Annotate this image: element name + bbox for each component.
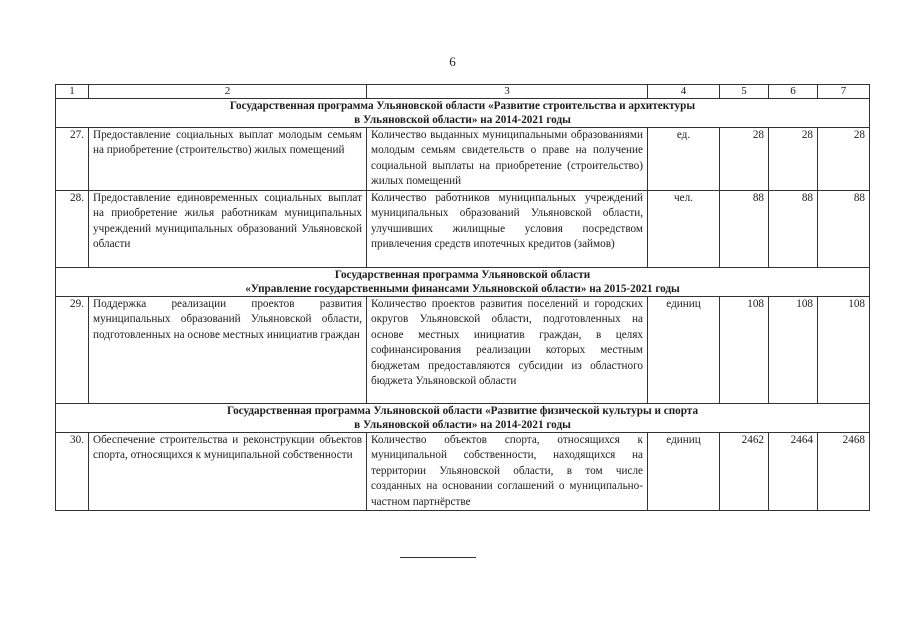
- value-2021: 108: [818, 297, 870, 404]
- unit-cell: единиц: [648, 297, 720, 404]
- column-number-header-row: [56, 85, 870, 99]
- section-title: Государственная программа Ульяновской области «Развитие строительства и архитектуры в Ульяновской области» на 2014-2021 годы: [56, 99, 870, 128]
- value-2020: 88: [769, 191, 818, 268]
- measure-text: Предоставление единовременных социальных выплат на приобретение жилья работникам муниципальных учреждений муниципальных образований Ульяновской области: [89, 191, 367, 268]
- section-title: Государственная программа Ульяновской области «Развитие физической культуры и спорта в Ульяновской области» на 2014-2021 годы: [56, 404, 870, 433]
- measure-text: Предоставление социальных выплат молодым семьям на приобретение (строительство) жилых помещений: [89, 128, 367, 191]
- column-number-header: 6: [769, 85, 818, 99]
- value-2019: 2462: [720, 433, 769, 511]
- table-row: [56, 128, 870, 191]
- indicator-text: Количество работников муниципальных учреждений муниципальных образований Ульяновской области, улучшивших жилищные условия посредством привлечения средств ипотечных кредитов (займов): [367, 191, 648, 268]
- value-2021: 88: [818, 191, 870, 268]
- value-2020: 108: [769, 297, 818, 404]
- indicators-table: [55, 84, 870, 511]
- row-number: 27.: [56, 128, 89, 191]
- column-number-header: 5: [720, 85, 769, 99]
- value-2020: 28: [769, 128, 818, 191]
- value-2019: 108: [720, 297, 769, 404]
- row-number: 30.: [56, 433, 89, 511]
- indicator-text: Количество выданных муниципальными образованиями молодым семьям свидетельств о праве на получение социальной выплаты на приобретение (строительство) жилых помещений: [367, 128, 648, 191]
- value-2019: 28: [720, 128, 769, 191]
- value-2020: 2464: [769, 433, 818, 511]
- page-number: 6: [449, 54, 456, 69]
- column-number-header: 4: [648, 85, 720, 99]
- column-number-header: 2: [89, 85, 367, 99]
- value-2021: 2468: [818, 433, 870, 511]
- section-heading-row: [56, 99, 870, 128]
- table-row: [56, 191, 870, 268]
- section-title: Государственная программа Ульяновской области «Управление государственными финансами Ульяновской области» на 2015-2021 годы: [56, 268, 870, 297]
- footer-separator-line: [400, 557, 476, 558]
- row-number: 28.: [56, 191, 89, 268]
- column-number-header: 7: [818, 85, 870, 99]
- unit-cell: ед.: [648, 128, 720, 191]
- indicator-text: Количество проектов развития поселений и городских округов Ульяновской области, подготовленных на основе местных инициатив граждан, в целях софинансирования реализации которых местным бюджетам предоставляются субсидии из областного бюджета Ульяновской области: [367, 297, 648, 404]
- section-heading-row: [56, 268, 870, 297]
- column-number-header: 1: [56, 85, 89, 99]
- measure-text: Обеспечение строительства и реконструкции объектов спорта, относящихся к муниципальной собственности: [89, 433, 367, 511]
- unit-cell: единиц: [648, 433, 720, 511]
- indicator-text: Количество объектов спорта, относящихся к муниципальной собственности, находящихся на территории Ульяновской области, в том числе созданных на основании соглашений о муниципально-частном партнёрстве: [367, 433, 648, 511]
- row-number: 29.: [56, 297, 89, 404]
- value-2019: 88: [720, 191, 769, 268]
- table-row: [56, 433, 870, 511]
- section-heading-row: [56, 404, 870, 433]
- column-number-header: 3: [367, 85, 648, 99]
- table-row: [56, 297, 870, 404]
- unit-cell: чел.: [648, 191, 720, 268]
- measure-text: Поддержка реализации проектов развития муниципальных образований Ульяновской области, подготовленных на основе местных инициатив граждан: [89, 297, 367, 404]
- value-2021: 28: [818, 128, 870, 191]
